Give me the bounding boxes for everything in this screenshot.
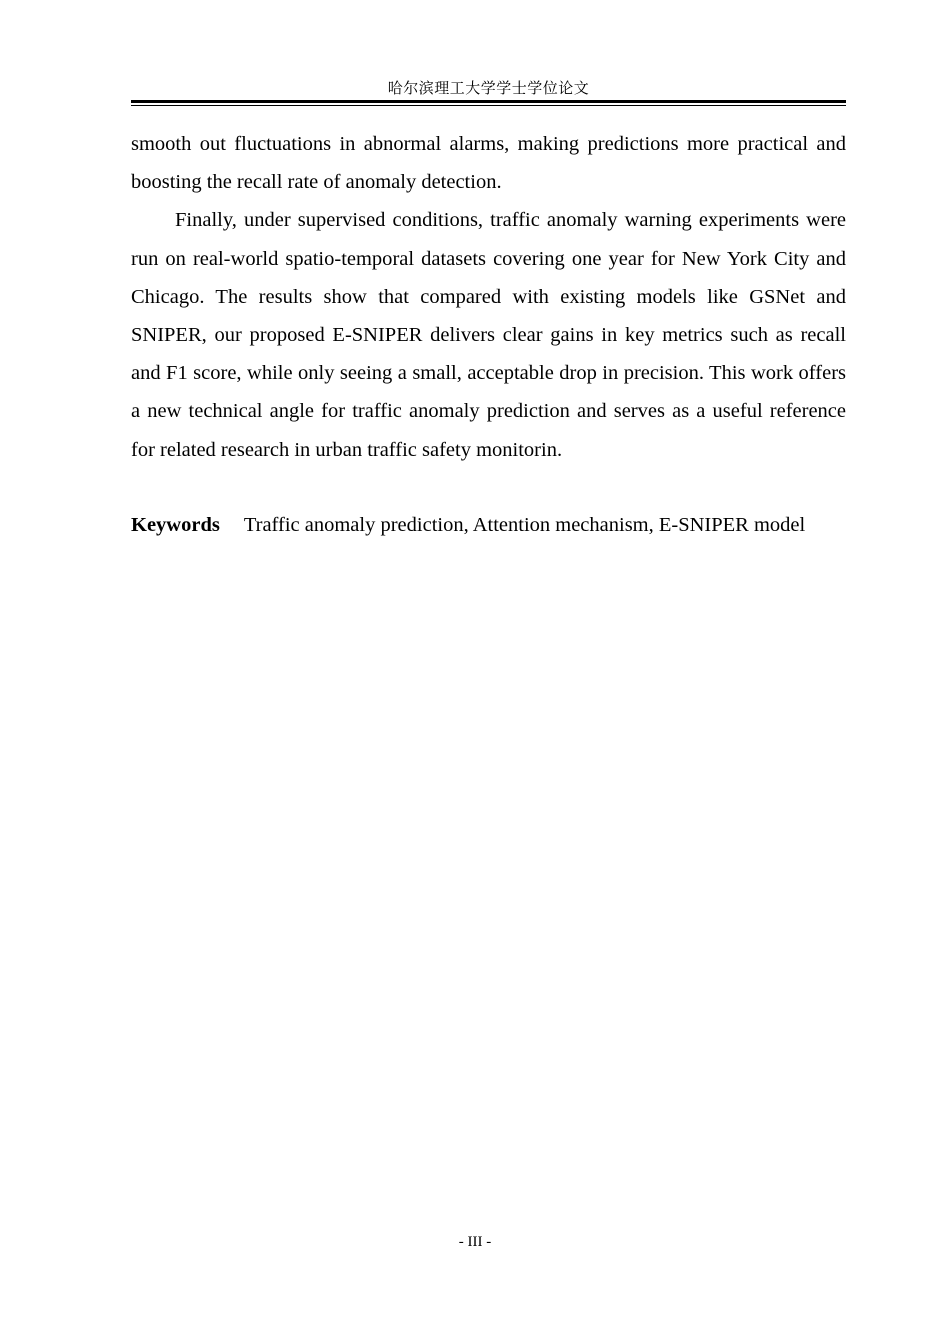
header-rule-thin [131, 105, 846, 106]
paragraph-conclusion: Finally, under supervised conditions, traffic anomaly warning experiments were run on real-world spatio-temporal datasets covering one year for New York City and Chicago. The results show that compared with existing models like GSNet and SNIPER, our proposed E-SNIPER delivers clear gains in key metrics such as recall and F1 score, while only seeing a small, acceptable drop in precision. This work offers a new technical angle for traffic anomaly prediction and serves as a useful reference for related research in urban traffic safety monitorin. [131, 209, 846, 461]
abstract-body [131, 125, 846, 469]
keywords-text: Traffic anomaly prediction, Attention mechanism, E-SNIPER model [243, 514, 806, 536]
keywords-block [131, 506, 846, 544]
page-header: 哈尔滨理工大学学士学位论文 [387, 79, 590, 97]
keywords-label: Keywords [131, 514, 220, 536]
page-number: - III - [458, 1234, 492, 1250]
header-rule-thick [131, 100, 846, 103]
paragraph-continuation: smooth out fluctuations in abnormal alarms, making predictions more practical and boosting the recall rate of anomaly detection. [131, 133, 846, 194]
